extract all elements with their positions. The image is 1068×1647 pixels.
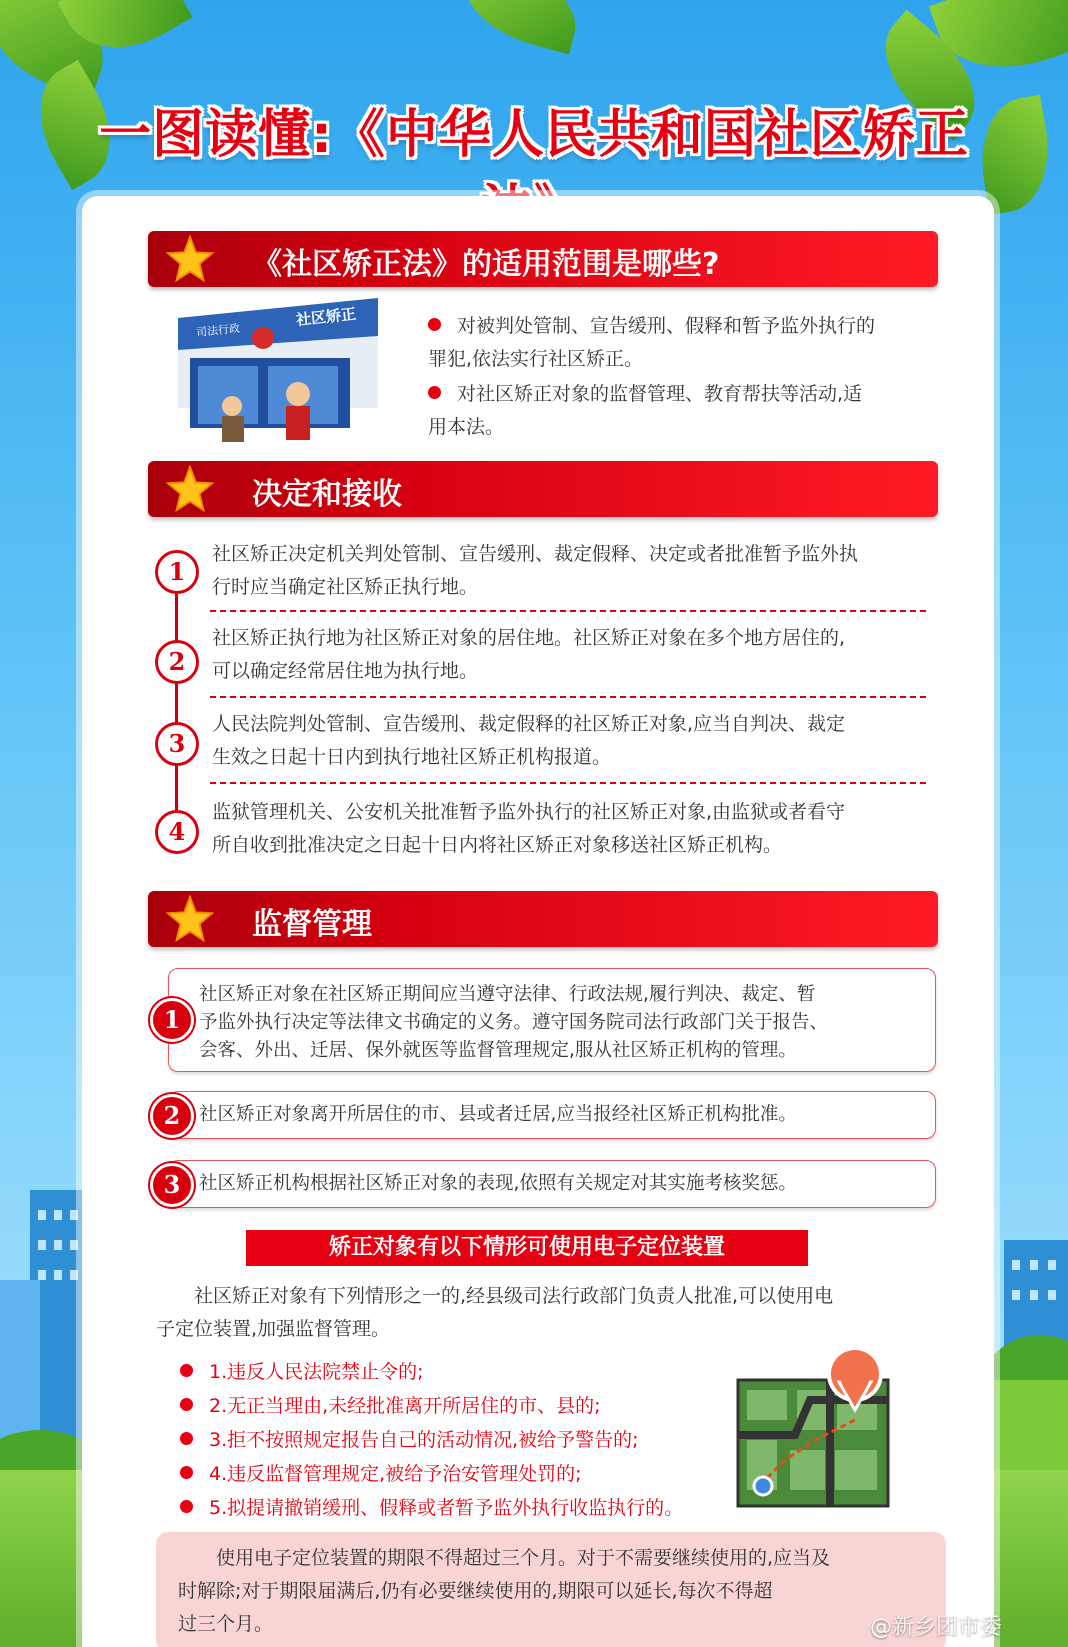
decision-item: 社区矫正决定机关判处管制、宣告缓刑、裁定假释、决定或者批准暂予监外执 行时应当确定社区矫正执行地。 xyxy=(212,543,859,598)
bullet-dot xyxy=(180,1466,193,1479)
bullet-dot xyxy=(180,1432,193,1445)
sign-left: 司法行政 xyxy=(195,321,241,340)
list-item: 4.违反监督管理规定,被给予治安管理处罚的; xyxy=(180,1459,582,1486)
decision-item: 社区矫正执行地为社区矫正对象的居住地。社区矫正对象在多个地方居住的, 可以确定经常居住地为执行地。 xyxy=(212,627,846,682)
scope-paragraph-2: 对社区矫正对象的监督管理、教育帮扶等活动,适 用本法。 xyxy=(428,383,863,438)
list-item: 2.无正当理由,未经批准离开所居住的市、县的; xyxy=(180,1391,601,1418)
step-number: 1 xyxy=(155,550,199,594)
scope-paragraph-1: 对被判处管制、宣告缓刑、假释和暂予监外执行的 罪犯,依法实行社区矫正。 xyxy=(428,315,876,370)
step-number: 1 xyxy=(150,998,194,1042)
star-icon xyxy=(166,465,214,513)
supervision-box-1: 社区矫正对象在社区矫正期间应当遵守法律、行政法规,履行判决、裁定、暂 予监外执行决定等法律文书确定的义务。遵守国务院司法行政部门关于报告、 会客、外出、迁居、保外就医等监督管理规定,服从社区矫正机构的管理。 xyxy=(168,968,936,1072)
supervision-box-2: 社区矫正对象离开所居住的市、县或者迁居,应当报经社区矫正机构批准。 xyxy=(168,1091,936,1139)
page-title: 一图读懂:《中华人民共和国社区矫正 xyxy=(99,105,969,165)
bullet-dot xyxy=(180,1364,193,1377)
section-title: 《社区矫正法》的适用范围是哪些? xyxy=(252,247,720,282)
supervision-box-3: 社区矫正机构根据社区矫正对象的表现,依照有关规定对其实施考核奖惩。 xyxy=(168,1160,936,1208)
step-number: 3 xyxy=(155,722,199,766)
list-item: 5.拟提请撤销缓刑、假释或者暂予监外执行收监执行的。 xyxy=(180,1493,683,1520)
office-illustration xyxy=(168,298,390,446)
bullet-dot xyxy=(428,386,441,399)
bullet-dot xyxy=(180,1398,193,1411)
electronic-device-intro: 社区矫正对象有下列情形之一的,经县级司法行政部门负责人批准,可以使用电 子定位装置,加强监督管理。 xyxy=(156,1285,834,1340)
star-icon xyxy=(166,895,214,943)
watermark: @新乡团市委 xyxy=(870,1615,1003,1640)
section-header-scope xyxy=(148,231,938,287)
step-number: 2 xyxy=(155,640,199,684)
step-number: 4 xyxy=(155,810,199,854)
section-header-decision xyxy=(148,461,938,517)
bullet-dot xyxy=(180,1500,193,1513)
duration-note: 使用电子定位装置的期限不得超过三个月。对于不需要继续使用的,应当及 时解除;对于期限届满后,仍有必要继续使用的,期限可以延长,每次不得超 过三个月。 xyxy=(156,1532,946,1647)
list-item: 3.拒不按照规定报告自己的活动情况,被给予警告的; xyxy=(180,1425,639,1452)
dashed-divider xyxy=(210,782,926,784)
leaf-decoration xyxy=(453,0,587,54)
section-header-supervision xyxy=(148,891,938,947)
bullet-dot xyxy=(428,318,441,331)
section-title: 监督管理 xyxy=(252,907,372,942)
dashed-divider xyxy=(210,610,926,612)
star-icon xyxy=(166,235,214,283)
section-title: 决定和接收 xyxy=(252,477,402,512)
electronic-device-heading: 矫正对象有以下情形可使用电子定位装置 xyxy=(246,1230,808,1266)
step-number: 3 xyxy=(150,1163,194,1207)
step-number: 2 xyxy=(150,1094,194,1138)
sign-right: 社区矫正 xyxy=(295,304,357,330)
timeline-line xyxy=(175,555,178,835)
decision-item: 监狱管理机关、公安机关批准暂予监外执行的社区矫正对象,由监狱或者看守 所自收到批准决定之日起十日内将社区矫正对象移送社区矫正机构。 xyxy=(212,801,846,856)
map-location-illustration xyxy=(735,1340,895,1510)
list-item: 1.违反人民法院禁止令的; xyxy=(180,1357,424,1384)
decision-item: 人民法院判处管制、宣告缓刑、裁定假释的社区矫正对象,应当自判决、裁定 生效之日起十日内到执行地社区矫正机构报道。 xyxy=(212,713,846,768)
dashed-divider xyxy=(210,696,926,698)
